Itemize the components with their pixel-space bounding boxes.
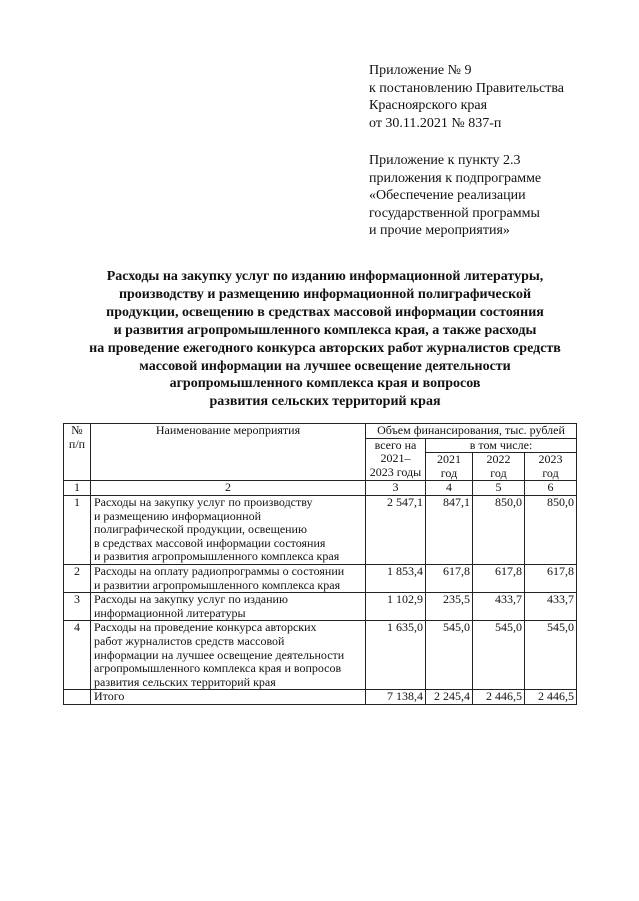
- header-2022-cell: 2022 год: [473, 453, 525, 481]
- header-num-cell: № п/п: [64, 424, 91, 481]
- title-line: агропромышленного комплекса края и вопросов: [169, 376, 481, 392]
- header-funding-cell: Объем финансирования, тыс. рублей: [366, 424, 577, 439]
- row-name: Расходы на проведение конкурса авторских работ журналистов средств массовой информации на лучшее освещение деятельности агропромышленного комплекса края и вопросов развития сельских территорий края: [91, 621, 366, 690]
- header-total-cell: всего на 2021– 2023 годы: [366, 438, 426, 481]
- title-line: на проведение ежегодного конкурса авторских работ журналистов средств: [89, 340, 561, 356]
- row-num: 3: [64, 593, 91, 621]
- title-line: и развития агропромышленного комплекса края, а также расходы: [113, 322, 537, 338]
- title-line: массовой информации на лучшее освещение деятельности: [139, 358, 511, 374]
- totals-label: Итого: [91, 690, 366, 705]
- subheader-line: государственной программы: [369, 205, 540, 221]
- row-2023: 545,0: [525, 621, 577, 690]
- header-line: Приложение № 9: [369, 63, 472, 78]
- table-row: [64, 564, 577, 592]
- row-total: 1 853,4: [366, 564, 426, 592]
- appendix-header: [369, 62, 564, 132]
- appendix-subheader: [369, 152, 541, 240]
- header-2021-cell: 2021 год: [426, 453, 473, 481]
- title-line: производству и размещению информационной полиграфической: [118, 286, 532, 302]
- totals-total: 7 138,4: [366, 690, 426, 705]
- column-number: 6: [525, 481, 577, 496]
- column-number: 3: [366, 481, 426, 496]
- row-2021: 235,5: [426, 593, 473, 621]
- document-title: [60, 268, 590, 411]
- title-line: Расходы на закупку услуг по изданию информационной литературы,: [106, 269, 544, 284]
- row-2022: 545,0: [473, 621, 525, 690]
- subheader-line: и прочие мероприятия»: [369, 223, 510, 238]
- header-name-cell: Наименование мероприятия: [91, 424, 366, 481]
- row-total: 1 635,0: [366, 621, 426, 690]
- table-header-row: [64, 424, 577, 439]
- totals-row: [64, 690, 577, 705]
- subheader-line: приложения к подпрограмме: [369, 170, 542, 186]
- row-name: Расходы на закупку услуг по производству и размещению информационной полиграфической продукции, освещению в средствах массовой информации состояния и развития агропромышленного комплекса края: [91, 495, 366, 564]
- title-line: продукции, освещению в средствах массовой информации состояния: [106, 304, 544, 320]
- header-line: к постановлению Правительства: [369, 80, 565, 96]
- totals-2023: 2 446,5: [525, 690, 577, 705]
- column-number-row: [64, 481, 577, 496]
- row-2022: 850,0: [473, 495, 525, 564]
- row-total: 2 547,1: [366, 495, 426, 564]
- table-row: [64, 621, 577, 690]
- column-number: 1: [64, 481, 91, 496]
- column-number: 2: [91, 481, 366, 496]
- title-line: развития сельских территорий края: [209, 394, 441, 410]
- row-2021: 617,8: [426, 564, 473, 592]
- totals-2021: 2 245,4: [426, 690, 473, 705]
- row-num: 1: [64, 495, 91, 564]
- expenses-table: [63, 423, 577, 705]
- row-2022: 433,7: [473, 593, 525, 621]
- row-2021: 545,0: [426, 621, 473, 690]
- row-num: 4: [64, 621, 91, 690]
- subheader-line: «Обеспечение реализации: [369, 188, 526, 203]
- row-2021: 847,1: [426, 495, 473, 564]
- header-line: от 30.11.2021 № 837-п: [369, 115, 502, 131]
- row-name: Расходы на закупку услуг по изданию информационной литературы: [91, 593, 366, 621]
- row-name: Расходы на оплату радиопрограммы о состоянии и развитии агропромышленного комплекса края: [91, 564, 366, 592]
- header-2023-cell: 2023 год: [525, 453, 577, 481]
- row-2023: 433,7: [525, 593, 577, 621]
- header-including-cell: в том числе:: [426, 438, 577, 453]
- subheader-line: Приложение к пункту 2.3: [369, 153, 521, 168]
- row-num: 2: [64, 564, 91, 592]
- row-total: 1 102,9: [366, 593, 426, 621]
- column-number: 4: [426, 481, 473, 496]
- table-row: [64, 593, 577, 621]
- header-line: Красноярского края: [369, 98, 488, 113]
- row-2022: 617,8: [473, 564, 525, 592]
- column-number: 5: [473, 481, 525, 496]
- table-row: [64, 495, 577, 564]
- row-2023: 850,0: [525, 495, 577, 564]
- totals-2022: 2 446,5: [473, 690, 525, 705]
- totals-empty-cell: [64, 690, 91, 705]
- row-2023: 617,8: [525, 564, 577, 592]
